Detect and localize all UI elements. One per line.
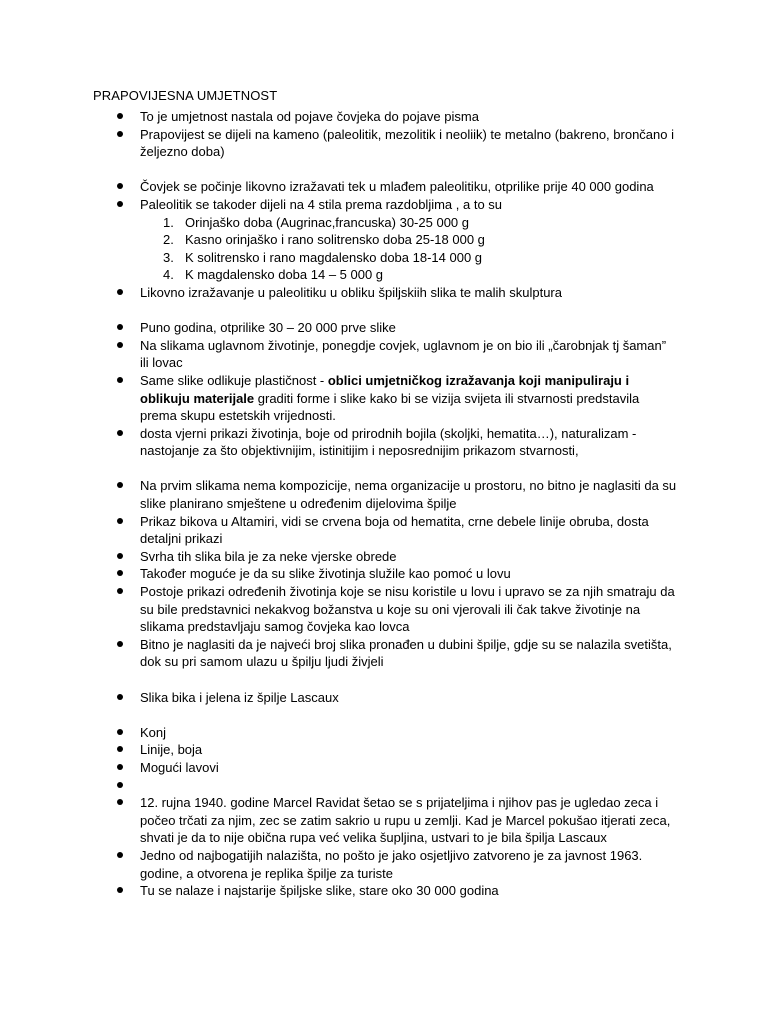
list-item: Na prvim slikama nema kompozicije, nema organizacije u prostoru, no bitno je naglasiti da su slike planirano smještene u određenim dijelovima špilje (0, 477, 768, 512)
list-item: Na slikama uglavnom životinje, ponegdje covjek, uglavnom je on bio ili „čarobnjak tj šaman” ili lovac (0, 337, 768, 372)
list-item: Čovjek se počinje likovno izražavati tek u mlađem paleolitiku, otprilike prije 40 000 godina (0, 178, 768, 196)
list-item: Postoje prikazi određenih životinja koje se nisu koristile u lovu i upravo se za njih smatraju da su bile predstavnici nekakvog božanstva u koje su oni vjerovali ili čak takve životinje na slikama predstavljaju samog čovjeka kao lovca (0, 583, 768, 636)
list-item: Konj (0, 724, 768, 742)
list-item: Same slike odlikuje plastičnost - oblici umjetničkog izražavanja koji manipuliraju i oblikuju materijale graditi forme i slike kako bi se vizija svijeta ili stvarnosti predstavila prema skupu estetskih vrijednosti. (0, 372, 768, 425)
list-item: Likovno izražavanje u paleolitiku u obliku špiljskiih slika te malih skulptura (0, 284, 768, 302)
numbered-item: 1. Orinjaško doba (Augrinac,francuska) 30-25 000 g (163, 214, 469, 230)
list-item: Linije, boja (0, 741, 768, 759)
bullet-group-paleolithic (0, 178, 768, 301)
numbered-item: 2. Kasno orinjaško i rano solitrensko doba 25-18 000 g (163, 232, 485, 248)
numbered-item: 4. K magdalensko doba 14 – 5 000 g (163, 267, 384, 283)
list-item-empty (0, 777, 768, 795)
list-item: Jedno od najbogatijih nalazišta, no pošto je jako osjetljivo zatvoreno je za javnost 1963. godine, a otvorena je replika špilje za turiste (0, 847, 768, 882)
list-item: Svrha tih slika bila je za neke vjerske obrede (0, 548, 768, 566)
numbered-item: 3. K solitrensko i rano magdalensko doba 18-14 000 g (163, 249, 483, 265)
list-item: Puno godina, otprilike 30 – 20 000 prve slike (0, 319, 768, 337)
list-item: Također moguće je da su slike životinja služile kao pomoć u lovu (0, 565, 768, 583)
list-item: To je umjetnost nastala od pojave čovjeka do pojave pisma (0, 108, 768, 126)
bullet-group-lascaux (0, 724, 768, 900)
style-periods-list (0, 214, 678, 284)
list-item: dosta vjerni prikazi životinja, boje od prirodnih bojila (skoljki, hematita…), naturalizam - nastojanje za što objektivnijim, istinitijim i neposrednijim prikazom stvarnosti, (0, 425, 768, 460)
list-item: Slika bika i jelena iz špilje Lascaux (0, 689, 768, 707)
list-item: Prapovijest se dijeli na kameno (paleolitik, mezolitik i neoliik) te metalno (bakreno, brončano i željezno doba) (0, 126, 768, 161)
bullet-group-composition (0, 477, 768, 671)
document-body (0, 108, 768, 900)
bullet-group-lascaux-image (0, 689, 768, 707)
bold-definition: oblici umjetničkog izražavanja koji manipuliraju i oblikuju materijale (140, 372, 630, 406)
bullet-group-cave-paintings (0, 319, 768, 460)
document-title: PRAPOVIJESNA UMJETNOST (93, 88, 278, 103)
list-item: 12. rujna 1940. godine Marcel Ravidat šetao se s prijateljima i njihov pas je ugledao zeca i počeo trčati za njim, zec se zatim sakrio u rupu u zemlji. Kad je Marcel pokušao itjerati zeca, shvati je da to nije obična rupa već velika šupljina, ustvari to je bila špilja Lascaux (0, 794, 768, 847)
list-item: Prikaz bikova u Altamiri, vidi se crvena boja od hematita, crne debele linije obruba, dosta detaljni prikazi (0, 513, 768, 548)
list-item (0, 196, 768, 284)
list-item-text: Paleolitik se takoder dijeli na 4 stila prema razdobljima , a to su (140, 196, 503, 212)
list-item: Tu se nalaze i najstarije špiljske slike, stare oko 30 000 godina (0, 882, 768, 900)
list-item: Mogući lavovi (0, 759, 768, 777)
bullet-group-intro (0, 108, 768, 161)
list-item: Bitno je naglasiti da je najveći broj slika pronađen u dubini špilje, gdje su se nalazila svetišta, dok su pri samom ulazu u špilju ljudi živjeli (0, 636, 768, 671)
